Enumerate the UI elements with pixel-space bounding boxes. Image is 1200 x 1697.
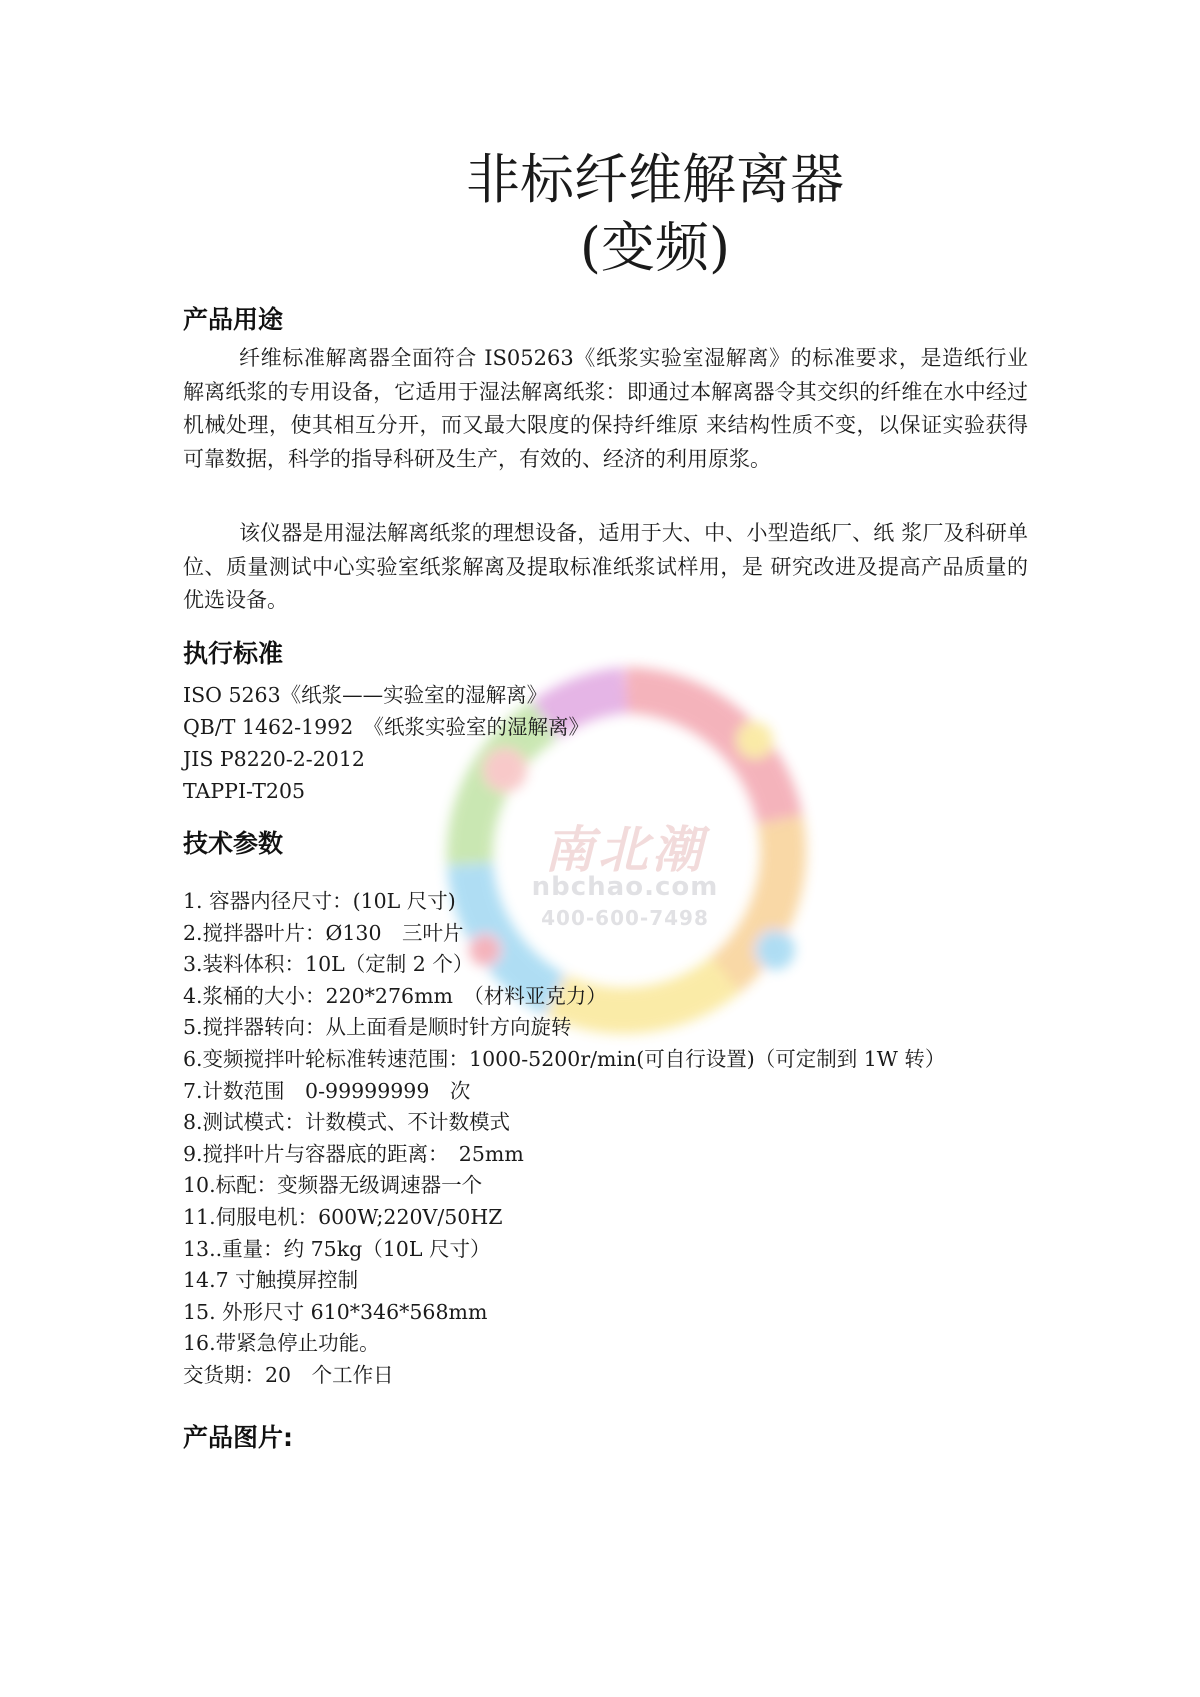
spec-item: 3.装料体积：10L（定制 2 个）: [183, 952, 474, 977]
spec-item: 13..重量：约 75kg（10L 尺寸）: [183, 1236, 491, 1261]
usage-heading: 产品用途: [183, 305, 284, 334]
document-subtitle: (变频): [579, 216, 731, 279]
standards-heading: 执行标准: [183, 639, 284, 668]
spec-item: 11.伺服电机：600W;220V/50HZ: [183, 1204, 503, 1229]
standard-item: QB/T 1462-1992 《纸浆实验室的湿解离》: [183, 715, 589, 739]
spec-item: 15. 外形尺寸 610*346*568mm: [183, 1299, 488, 1324]
spec-item: 8.测试模式：计数模式、不计数模式: [183, 1110, 511, 1135]
standard-item: JIS P8220-2-2012: [183, 747, 365, 771]
spec-item: 9.搅拌叶片与容器底的距离： 25mm: [183, 1141, 524, 1166]
spec-item: 4.浆桶的大小：220*276mm （材料亚克力）: [183, 983, 607, 1008]
standards-list: [183, 679, 589, 807]
specs-list: [183, 886, 945, 1392]
spec-item: 6.变频搅拌叶轮标准转速范围：1000-5200r/min(可自行设置)（可定制到 1W 转）: [183, 1046, 946, 1071]
spec-item: 16.带紧急停止功能。: [183, 1331, 380, 1356]
usage-paragraph-1: 纤维标准解离器全面符合 IS05263《纸浆实验室湿解离》的标准要求，是造纸行业解离纸浆的专用设备，它适用于湿法解离纸浆：即通过本解离器令其交织的纤维在水中经过机械处理，使其相互分开，而又最大限度的保持纤维原 来结构性质不变，以保证实验获得可靠数据，科学的指导科研及生产，有效的、经济的利用原浆。: [183, 346, 1028, 471]
delivery-time: 交货期：20 个工作日: [183, 1362, 394, 1387]
watermark-tel-text: 400-600-7498: [541, 906, 709, 930]
specs-heading: 技术参数: [183, 829, 284, 858]
images-heading: 产品图片:: [183, 1423, 293, 1452]
standard-item: ISO 5263《纸浆——实验室的湿解离》: [183, 683, 548, 707]
watermark-cn-text: 南北潮: [544, 821, 706, 879]
spec-item: 14.7 寸触摸屏控制: [183, 1268, 359, 1293]
watermark-en-text: nbchao.com: [531, 872, 719, 902]
spec-item: 2.搅拌器叶片：Ø130 三叶片: [183, 920, 464, 945]
document-title: 非标纤维解离器: [466, 148, 844, 211]
spec-item: 5.搅拌器转向：从上面看是顺时针方向旋转: [183, 1015, 572, 1040]
spec-item: 1. 容器内径尺寸：(10L 尺寸): [183, 889, 456, 913]
spec-item: 7.计数范围 0-99999999 次: [183, 1078, 471, 1103]
spec-item: 10.标配：变频器无级调速器一个: [183, 1173, 483, 1198]
standard-item: TAPPI-T205: [183, 779, 306, 803]
usage-paragraph-2: 该仪器是用湿法解离纸浆的理想设备，适用于大、中、小型造纸厂、纸 浆厂及科研单位、质量测试中心实验室纸浆解离及提取标准纸浆试样用，是 研究改进及提高产品质量的优选设备。: [183, 521, 1028, 612]
